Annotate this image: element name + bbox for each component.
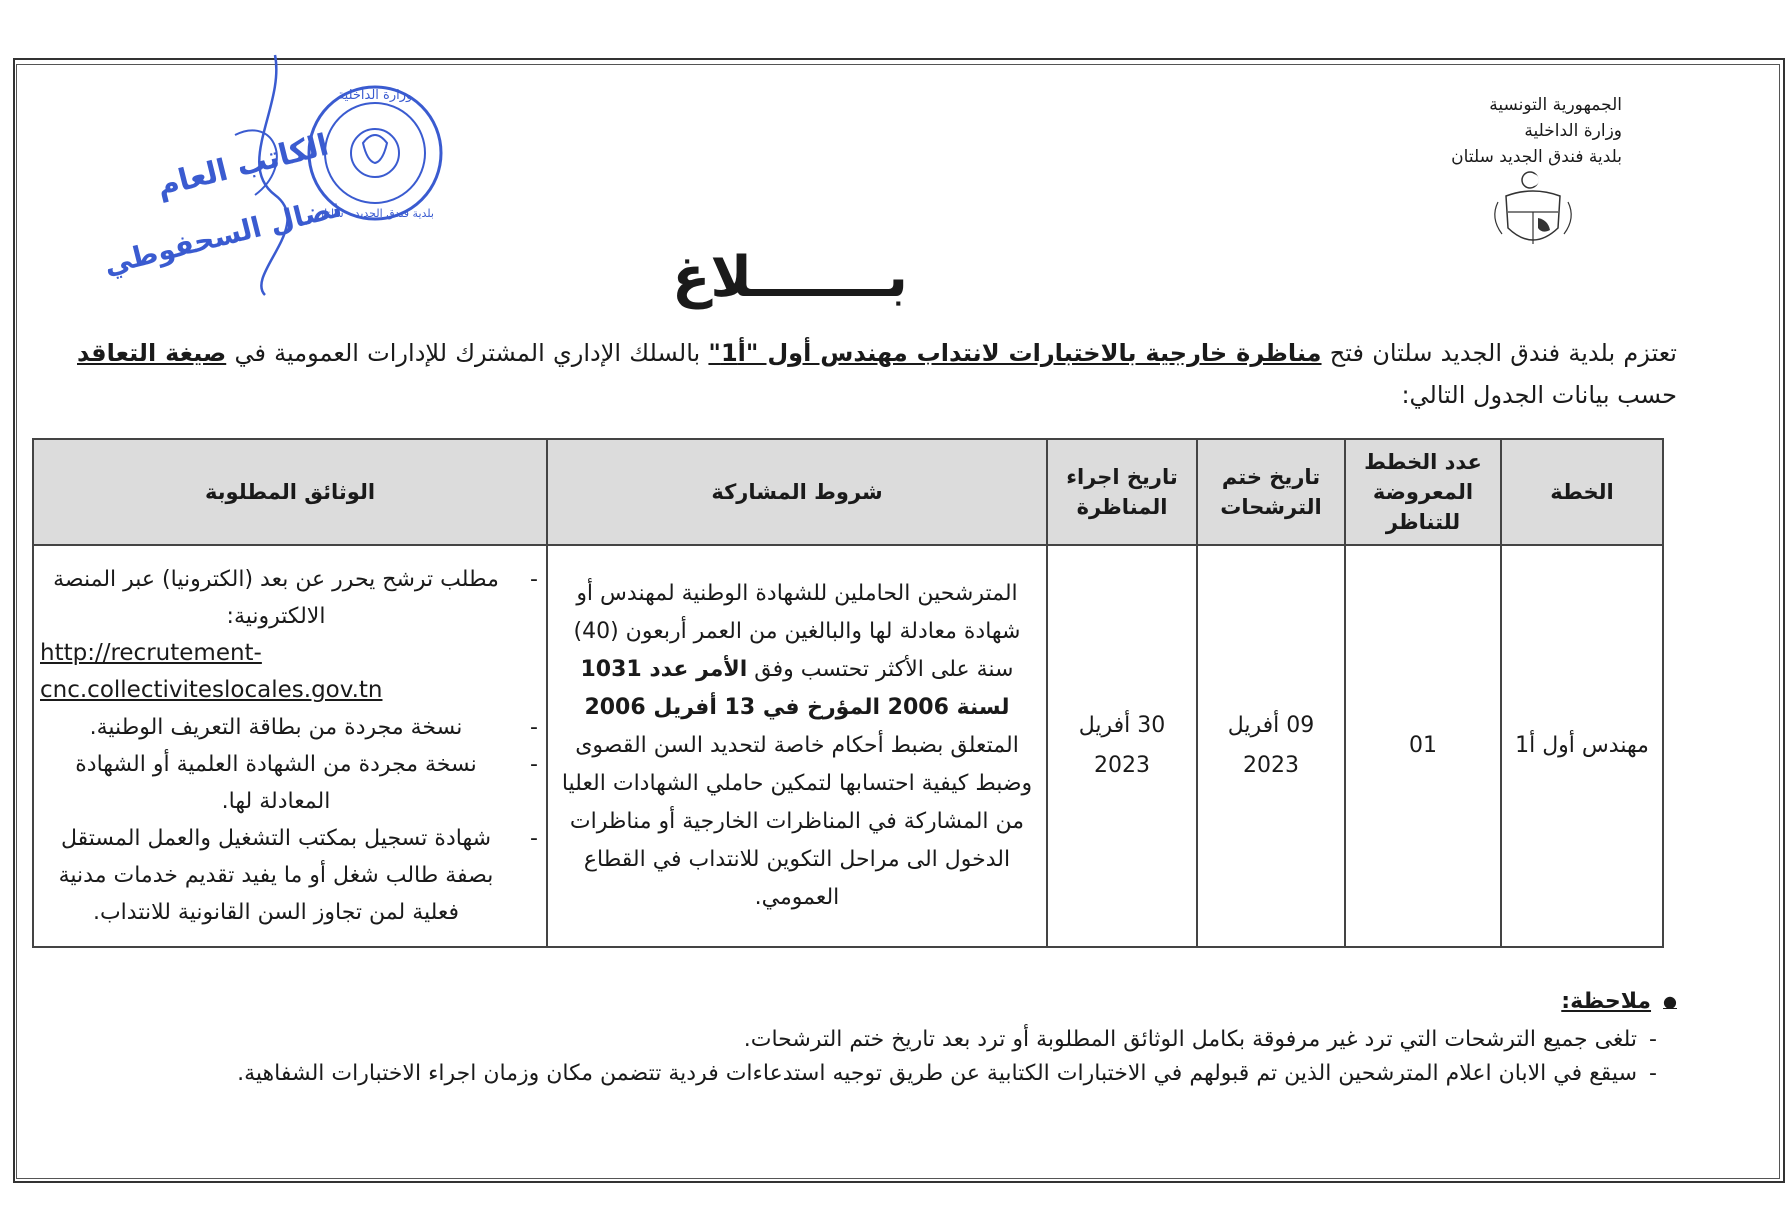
note-title: ملاحظة:	[1561, 989, 1652, 1014]
platform-link[interactable]: http://recrutement-cnc.collectiviteslocales.gov.tn	[40, 640, 383, 703]
conditions-decree: الأمر عدد 1031 لسنة 2006 المؤرخ في 13 أفريل 2006	[580, 657, 1010, 720]
list-item: - شهادة تسجيل بمكتب التشغيل والعمل المستقل بصفة طالب شغل أو ما يفيد تقديم خدمات مدنية فعلية لمن تجاوز السن القانونية للانتداب.	[40, 820, 512, 931]
intro-text-1: تعتزم بلدية فندق الجديد سلتان فتح	[1321, 339, 1677, 367]
header-documents: الوثائق المطلوبة	[33, 439, 547, 545]
note-section	[77, 985, 1677, 1091]
list-item: - نسخة مجردة من بطاقة التعريف الوطنية.	[40, 709, 512, 746]
svg-text:وزارة الداخلية: وزارة الداخلية	[337, 88, 413, 103]
competition-table	[32, 438, 1664, 948]
header-conditions: شروط المشاركة	[547, 439, 1047, 545]
header-exam-date: تاريخ اجراء المناظرة	[1047, 439, 1197, 545]
cell-documents	[33, 545, 547, 947]
intro-text-2: بالسلك الإداري المشترك للإدارات العمومية في	[226, 339, 709, 367]
cell-conditions	[547, 545, 1047, 947]
exam-year: 2023	[1094, 753, 1150, 778]
documents-list	[40, 561, 540, 931]
doc-application: مطلب ترشح يحرر عن بعد (الكترونيا) عبر المنصة الالكترونية:	[53, 567, 499, 629]
deadline-day: 09 أفريل	[1227, 713, 1315, 738]
header-count: عدد الخطط المعروضة للتناظر	[1345, 439, 1501, 545]
header-plan: الخطة	[1501, 439, 1663, 545]
bullet-icon: ●	[1663, 992, 1677, 1011]
official-stamp-signature	[100, 45, 455, 315]
intro-text-3: حسب بيانات الجدول التالي:	[1401, 381, 1677, 409]
cell-deadline	[1197, 545, 1345, 947]
svg-text:نضال السحفوطي: نضال السحفوطي	[100, 190, 346, 282]
svg-text:بلدية فندق الجديد - سلتان: بلدية فندق الجديد - سلتان	[315, 207, 435, 220]
deadline-year: 2023	[1243, 753, 1299, 778]
conditions-text-2: المتعلق بضبط أحكام خاصة لتحديد السن القصوى وضبط كيفية احتسابها لتمكين حاملي الشهادات العليا من المشاركة في المناظرات الخارجية أو مناظرات الدخول الى مراحل التكوين للانتداب في القطاع العمومي.	[561, 733, 1033, 910]
note-list	[77, 1023, 1677, 1091]
svg-text:الكاتب العام: الكاتب العام	[153, 127, 333, 204]
list-item: - سيقع في الابان اعلام المترشحين الذين تم قبولهم في الاختبارات الكتابية عن طريق توجيه استدعاءات فردية تتضمن مكان وزمان اجراء الاختبارات الشفاهية.	[77, 1057, 1657, 1091]
conditions-text-1: المترشحين الحاملين للشهادة الوطنية لمهندس أو شهادة معادلة لها والبالغين من العمر أربعون (40) سنة على الأكثر تحتسب وفق	[573, 581, 1021, 682]
header-ministry: وزارة الداخلية	[1524, 121, 1622, 141]
intro-contract-format: صيغة التعاقد	[77, 339, 227, 367]
cell-exam-date	[1047, 545, 1197, 947]
cell-plan: مهندس أول أ1	[1501, 545, 1663, 947]
exam-day: 30 أفريل	[1078, 713, 1166, 738]
list-item: - نسخة مجردة من الشهادة العلمية أو الشهادة المعادلة لها.	[40, 746, 512, 820]
header-municipality: بلدية فندق الجديد سلتان	[1451, 147, 1622, 167]
issuer-header	[1451, 92, 1622, 170]
table-header-row	[33, 439, 1663, 545]
intro-competition-name: مناظرة خارجية بالاختبارات لانتداب مهندس أول "أ1"	[708, 339, 1322, 367]
list-item	[40, 561, 512, 709]
header-republic: الجمهورية التونسية	[1489, 95, 1622, 115]
intro-paragraph	[77, 332, 1677, 416]
note-heading	[77, 985, 1677, 1019]
tunisia-emblem-icon	[1488, 168, 1578, 256]
page-title: بـــــــلاغ	[672, 245, 908, 310]
list-item: - تلغى جميع الترشحات التي ترد غير مرفوقة بكامل الوثائق المطلوبة أو ترد بعد تاريخ ختم الترشحات.	[77, 1023, 1657, 1057]
table-row	[33, 545, 1663, 947]
header-deadline: تاريخ ختم الترشحات	[1197, 439, 1345, 545]
cell-count: 01	[1345, 545, 1501, 947]
